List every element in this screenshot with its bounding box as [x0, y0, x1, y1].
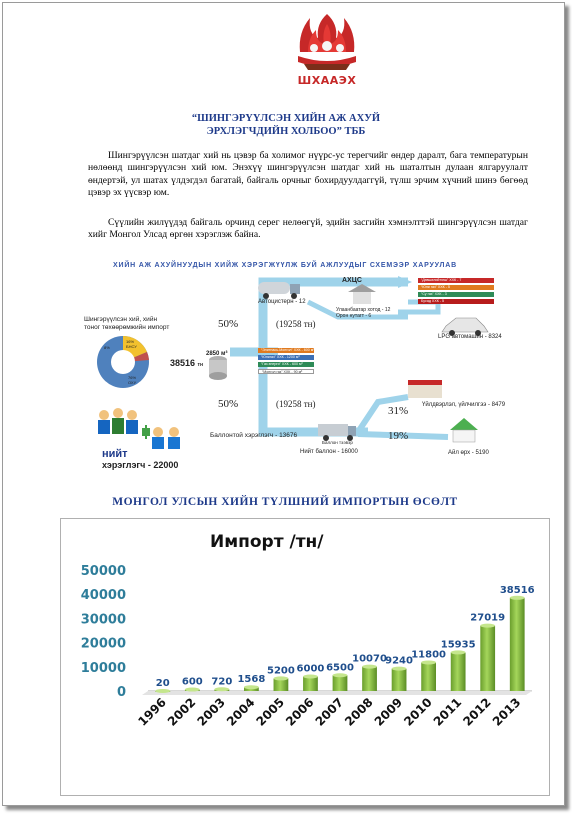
bar [480, 626, 495, 691]
bar-top [421, 660, 436, 664]
x-tick-label: 2009 [371, 695, 406, 729]
import-label-line-1: Шингэрүүлсэн хий, хийн [84, 316, 158, 323]
bar [451, 652, 466, 691]
rural-stations: Орон нутагт - 6 [336, 313, 372, 319]
x-tick-label: 2008 [342, 695, 376, 729]
share-top-percent: 50% [218, 318, 239, 330]
document-title [60, 112, 512, 138]
x-tick-label: 2012 [460, 695, 494, 729]
scheme-title: ХИЙН АЖ АХУЙНУУДЫН ХИЙЖ ХЭРЭГЖҮҮЛЖ БУЙ АЖЛУУДЫГ СХЕМЭЭР ХАРУУЛАВ [113, 262, 457, 269]
bar-top [451, 650, 466, 654]
pie-label-russia-country: ОХУ [128, 380, 137, 385]
bar [421, 662, 436, 691]
station-company-2: “Юни газ” ХХК - 5 [418, 285, 494, 290]
data-label: 15935 [440, 639, 476, 651]
bar [510, 598, 525, 691]
pie-label-korea-country: БНСУ [126, 344, 137, 349]
y-tick-label: 30000 [80, 612, 126, 628]
bar-top [214, 687, 229, 691]
usage-paragraph: Сүүлийн жилүүдэд байгаль орчинд серег нелөөгүй, эдийн засгийн хэмнэлттэй шингэрүүлсэн шатдаг хийг Монгол Улсад өргөн хэрэглэж байна. [88, 217, 528, 241]
pie-label-russia: 76% [128, 375, 137, 380]
bar-top [362, 665, 377, 669]
bar-top [155, 689, 170, 693]
x-tick-label: 2002 [164, 695, 199, 729]
storage-capacity: 2850 м³ [206, 351, 228, 357]
share-bottom-percent: 50% [218, 398, 239, 410]
data-label: 27019 [470, 612, 506, 624]
data-label: 6000 [296, 663, 325, 675]
total-import-value: 38516 тн [170, 358, 204, 368]
pie-center-label: LPG [115, 358, 130, 365]
bar [362, 667, 377, 691]
y-tick-label: 50000 [80, 564, 126, 579]
bar-top [480, 624, 495, 628]
lpg-car-count: LPG автомашин - 8324 [438, 334, 502, 340]
title-line-1: “ШИНГЭРҮҮЛСЭН ХИЙН АЖ АХУЙ [191, 113, 381, 124]
storage-company-1: “Элитнась-Монгол” ХХК - 600 м³ [258, 348, 314, 353]
pie-label-korea: 16% [126, 339, 135, 344]
data-label: 38516 [499, 584, 535, 596]
chart-title: Импорт /тн/ [210, 532, 324, 552]
x-tick-label: 2004 [223, 695, 258, 729]
import-bar-chart [60, 518, 550, 796]
intro-paragraph: Шингэрүүлсэн шатдаг хий нь цэвэр ба холимог нүүрс-ус терегчийг өндер даралт, бага температурын нөлөөнд шингэрүүлсэн хий юм. Энэхүү шингэрүүлсэн шатдаг хий нь шаталтын дулаан ялгаруулалт өндертэй, ул шатах үлдэгдэл багатай, байгаль орчныг бохирдуулдаггүй, түлш эрчим хүчний шинэ бөгөөд цэвэр эх үүсвэр юм. [88, 150, 528, 199]
data-label: 720 [211, 676, 233, 688]
import-growth-title: МОНГОЛ УЛСЫН ХИЙН ТҮЛШНИЙ ИМПОРТЫН ӨСӨЛТ [112, 496, 458, 508]
bar-top [244, 685, 259, 689]
y-tick-label: 0 [116, 685, 126, 700]
gas-supply-scheme [78, 272, 528, 477]
y-tick-label: 10000 [80, 660, 126, 676]
bar-top [392, 667, 407, 671]
title-line-2: ЭРХЛЭГЧДИЙН ХОЛБОО” ТББ [206, 126, 366, 137]
x-tick-label: 2003 [194, 695, 228, 729]
data-label: 6500 [326, 662, 354, 674]
station-company-1: “Дэвшилийтэгш” ХХК - 7 [418, 278, 494, 283]
industry-consumers: Үйлдвэрлэл, үйлчилгээ - 8479 [422, 402, 506, 408]
flame-emblem-icon [294, 12, 360, 74]
x-tick-label: 2013 [489, 695, 524, 729]
bar-top [185, 688, 200, 692]
station-company-4: Бусад ХХК - 5 [418, 299, 494, 304]
y-tick-label: 20000 [80, 636, 126, 652]
storage-company-2: “Юнигаз” ХХК - 1200 м³ [258, 355, 314, 360]
association-logo [294, 12, 360, 98]
bar-top [303, 674, 318, 678]
bar-top [510, 596, 525, 600]
bar [392, 669, 407, 691]
x-tick-label: 1996 [135, 695, 169, 729]
balloon-transport: Баллон тээвэр [322, 440, 353, 445]
x-tick-label: 2005 [253, 695, 288, 729]
chart-floor [142, 691, 532, 695]
ahcs-label: АХЦС [342, 277, 362, 284]
share-households-percent: 19% [388, 430, 409, 442]
data-label: 1568 [237, 674, 266, 686]
x-tick-label: 2007 [312, 695, 347, 729]
total-consumers-label-1: нийт [102, 448, 128, 460]
station-company-3: “Су газ” ХХК - 3 [418, 292, 494, 297]
share-industry-percent: 31% [388, 405, 409, 417]
x-tick-label: 2011 [430, 695, 465, 729]
data-label: 600 [181, 676, 203, 688]
data-label: 11800 [411, 649, 447, 661]
storage-company-4: “Монгол газ” ХХК - 90 м³ [258, 369, 314, 374]
balloon-consumers: Баллонтой хэрэглэгч - 13676 [210, 432, 298, 439]
tanker-count: Автоцистерн - 12 [258, 299, 306, 305]
ub-stations: Улаанбаатар хотод - 12 [336, 307, 391, 313]
storage-company-3: “Газ энерги” ХХК - 600 м³ [258, 362, 314, 367]
bar [303, 676, 318, 691]
bar-top [333, 673, 348, 677]
share-top-amount: (19258 тн) [276, 319, 316, 329]
x-tick-label: 2010 [401, 695, 435, 729]
total-consumers-label-2: хэрэглэгч - 22000 [102, 460, 179, 470]
bar [333, 675, 348, 691]
data-label: 5200 [267, 665, 295, 677]
bar-top [274, 676, 289, 680]
household-consumers: Айл өрх - 5190 [448, 450, 489, 456]
x-tick-label: 2006 [283, 695, 317, 729]
import-label-line-2: тоног төхөөрөмжийн импорт [84, 324, 170, 331]
logo-text: ШХААЭХ [297, 74, 357, 87]
balloon-total: Нийт баллон - 16000 [300, 449, 358, 455]
y-tick-label: 40000 [80, 588, 126, 604]
pie-label-other: 8% [104, 345, 110, 350]
data-label: 20 [155, 677, 170, 689]
data-label: 9240 [385, 655, 413, 667]
share-bottom-amount: (19258 тн) [276, 399, 316, 409]
data-label: 10070 [352, 653, 387, 665]
